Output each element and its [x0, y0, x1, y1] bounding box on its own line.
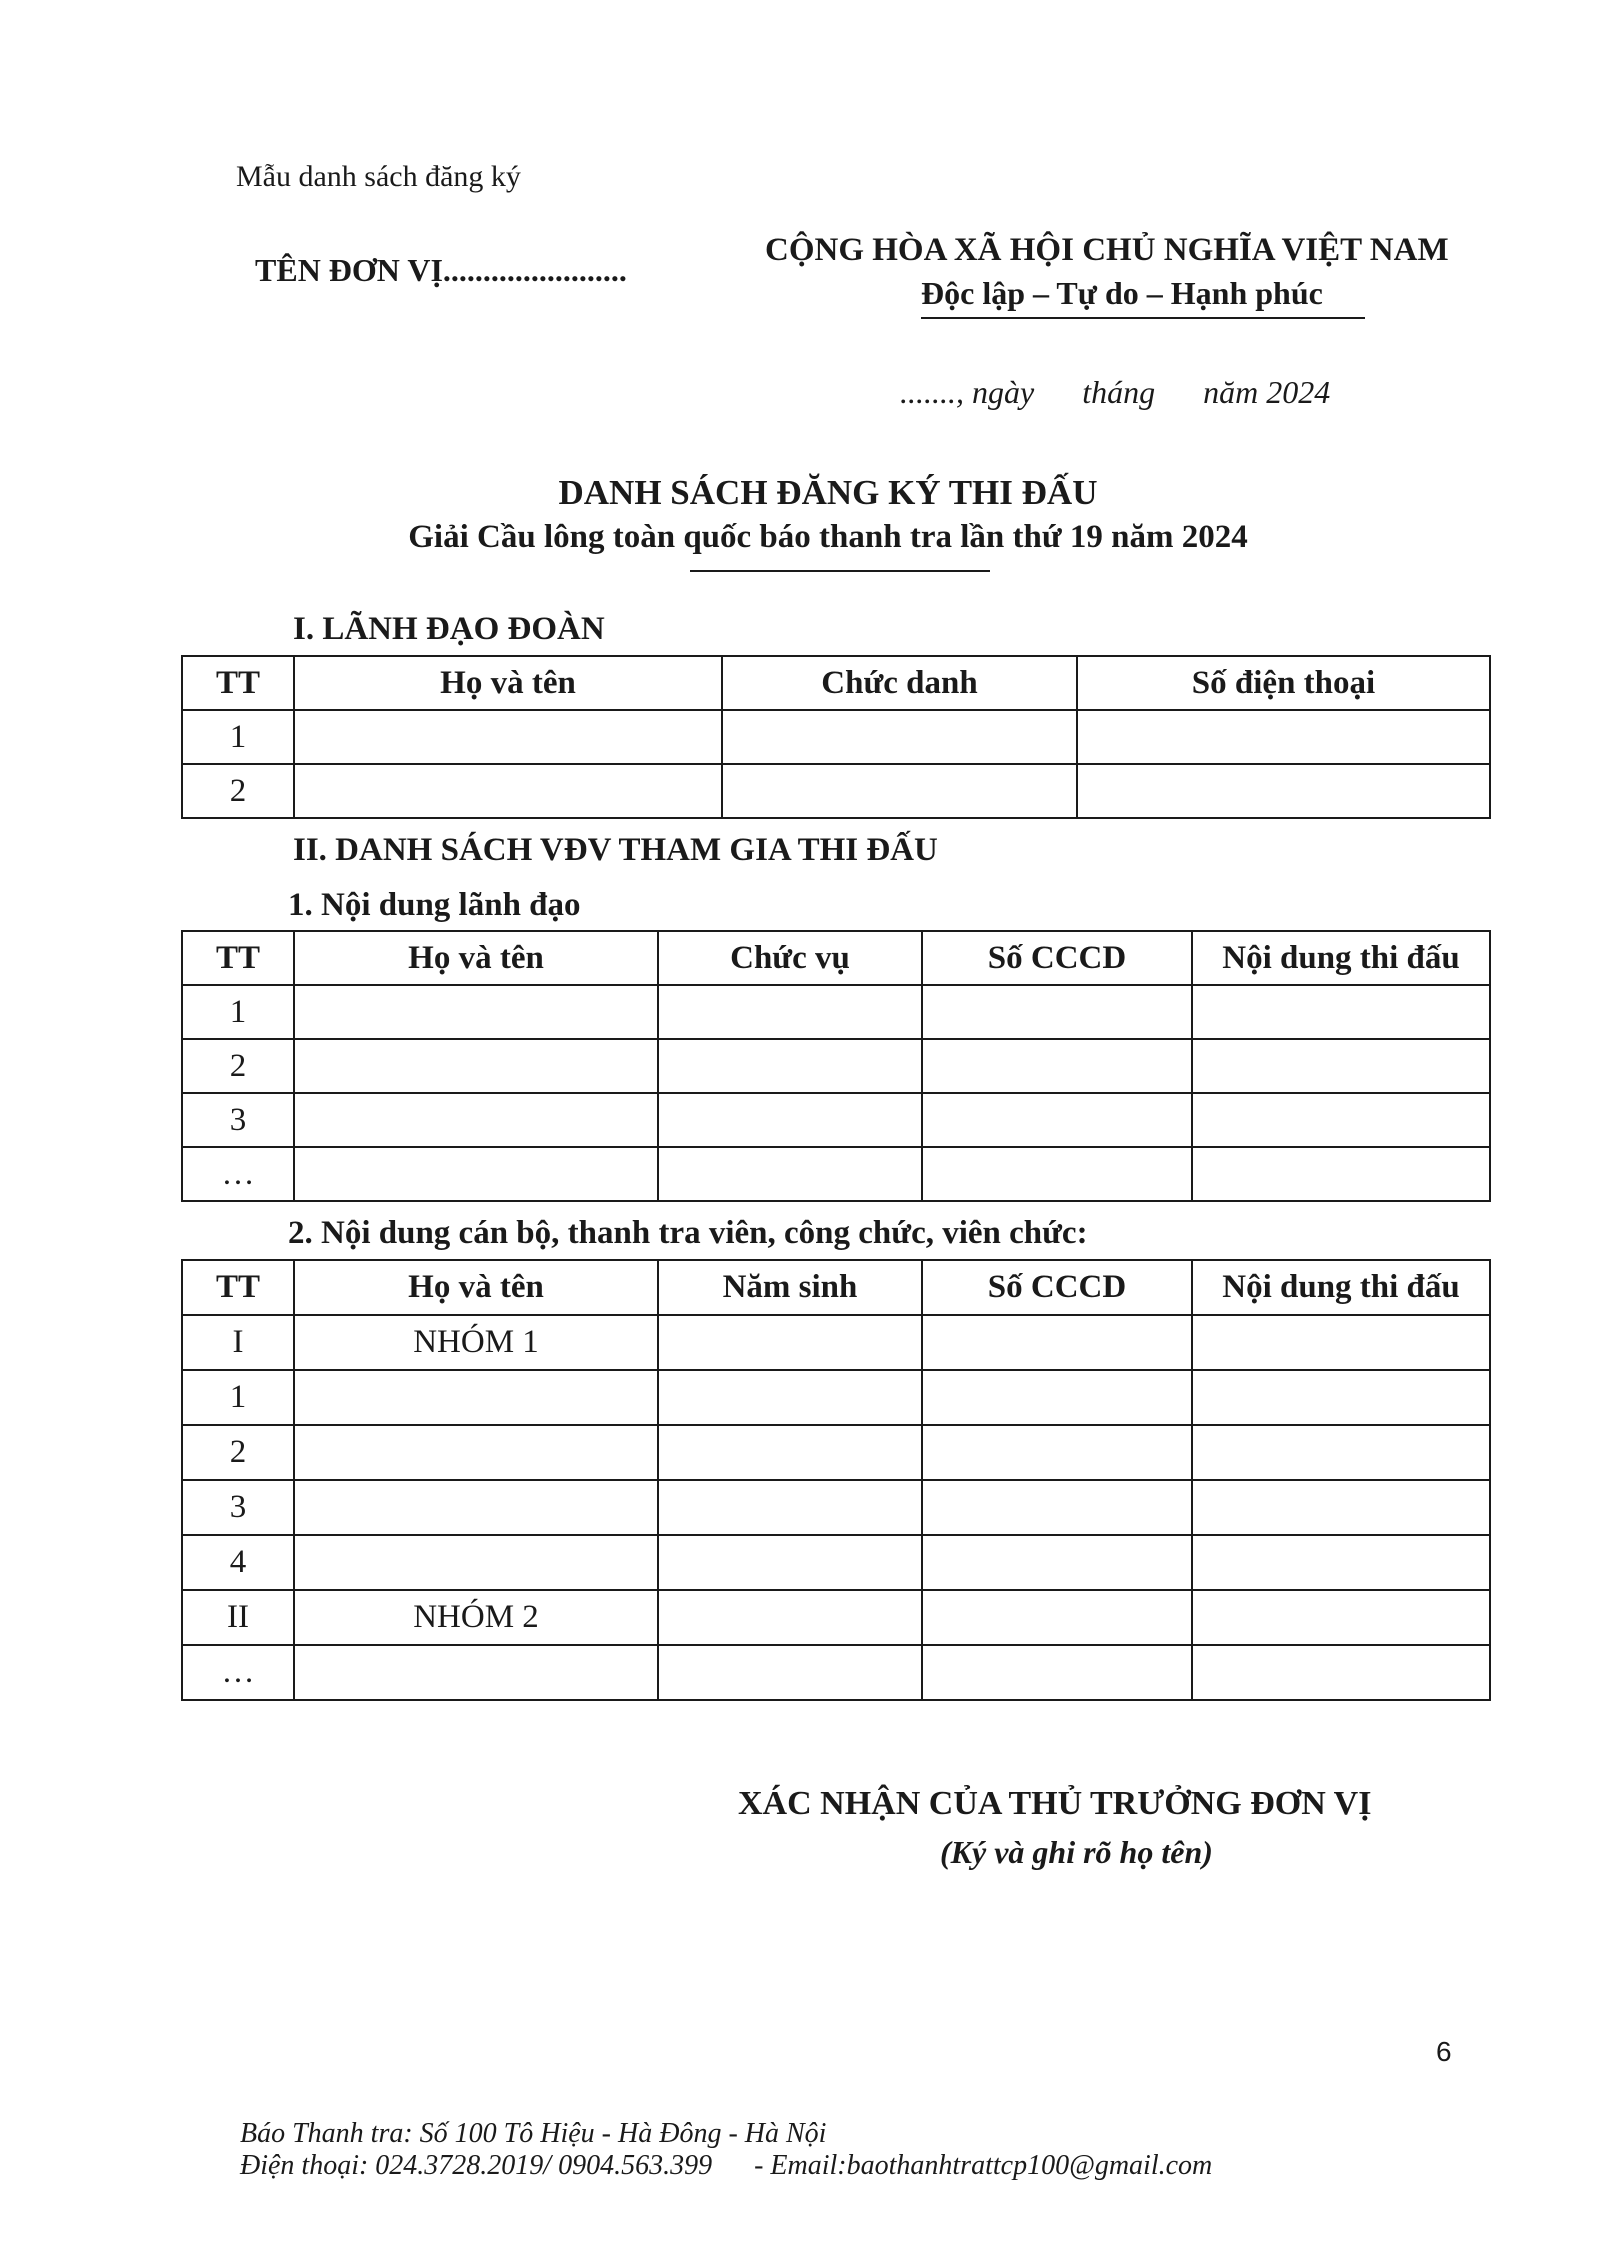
staff-event-column-header: TT: [182, 1260, 294, 1315]
table-cell: [658, 985, 922, 1039]
table-cell: [658, 1425, 922, 1480]
table-cell: 1: [182, 710, 294, 764]
table-cell: 2: [182, 1039, 294, 1093]
table-cell: …: [182, 1147, 294, 1201]
table-cell: [294, 1535, 658, 1590]
table-cell: [294, 1093, 658, 1147]
leadership-event-column-header: Chức vụ: [658, 931, 922, 985]
table-cell: [1077, 764, 1490, 818]
table-cell: [658, 1147, 922, 1201]
footer-address: Báo Thanh tra: Số 100 Tô Hiệu - Hà Đông - Hà Nội: [240, 2118, 827, 2149]
table-cell: [294, 1370, 658, 1425]
table-cell: [294, 1425, 658, 1480]
table-cell: [1192, 1425, 1490, 1480]
table-row: [182, 1535, 1490, 1590]
form-label: Mẫu danh sách đăng ký: [236, 160, 521, 193]
table-cell: NHÓM 1: [294, 1315, 658, 1370]
table-cell: [1077, 710, 1490, 764]
section-leaders-heading: I. LÃNH ĐẠO ĐOÀN: [293, 611, 605, 647]
staff-event-column-header: Họ và tên: [294, 1260, 658, 1315]
section-athletes-heading: II. DANH SÁCH VĐV THAM GIA THI ĐẤU: [293, 832, 938, 868]
leaders-column-header: Họ và tên: [294, 656, 722, 710]
table-cell: [922, 1590, 1192, 1645]
leadership-event-column-header: Số CCCD: [922, 931, 1192, 985]
table-row: [182, 710, 1490, 764]
table-cell: [1192, 1147, 1490, 1201]
table-row: [182, 764, 1490, 818]
date-line: ......., ngày tháng năm 2024: [900, 374, 1331, 410]
table-cell: [294, 1480, 658, 1535]
table-cell: [294, 1645, 658, 1700]
table-cell: II: [182, 1590, 294, 1645]
table-cell: 1: [182, 985, 294, 1039]
unit-name-field: TÊN ĐƠN VỊ.......................: [255, 252, 627, 288]
subsection-leadership-event-heading: 1. Nội dung lãnh đạo: [288, 887, 581, 923]
confirmation-title: XÁC NHẬN CỦA THỦ TRƯỞNG ĐƠN VỊ: [738, 1785, 1372, 1822]
table-cell: [294, 1147, 658, 1201]
staff-event-column-header: Năm sinh: [658, 1260, 922, 1315]
leaders-table: [181, 655, 1491, 819]
confirmation-note: (Ký và ghi rõ họ tên): [940, 1834, 1213, 1870]
table-cell: [658, 1093, 922, 1147]
leadership-event-column-header: Họ và tên: [294, 931, 658, 985]
table-cell: [1192, 1590, 1490, 1645]
leadership-event-table: [181, 930, 1491, 1202]
page-number: 6: [1436, 2036, 1452, 2067]
table-cell: [722, 764, 1077, 818]
staff-event-table: [181, 1259, 1491, 1701]
subtitle-underline: [690, 570, 990, 572]
table-cell: [1192, 1645, 1490, 1700]
table-cell: [722, 710, 1077, 764]
table-cell: [922, 1093, 1192, 1147]
footer-contact: Điện thoại: 024.3728.2019/ 0904.563.399 - Email:baothanhtrattcp100@gmail.com: [240, 2150, 1213, 2181]
table-cell: [294, 710, 722, 764]
table-cell: I: [182, 1315, 294, 1370]
table-cell: [1192, 1535, 1490, 1590]
table-row: [182, 1370, 1490, 1425]
table-cell: 3: [182, 1480, 294, 1535]
subsection-staff-event-heading: 2. Nội dung cán bộ, thanh tra viên, công chức, viên chức:: [288, 1215, 1088, 1251]
table-row: [182, 1039, 1490, 1093]
leadership-event-header-row: [182, 931, 1490, 985]
table-cell: [922, 1039, 1192, 1093]
table-row: [182, 1480, 1490, 1535]
table-cell: [658, 1480, 922, 1535]
table-cell: 2: [182, 1425, 294, 1480]
leadership-event-column-header: Nội dung thi đấu: [1192, 931, 1490, 985]
table-cell: 4: [182, 1535, 294, 1590]
table-row: [182, 1093, 1490, 1147]
table-cell: [658, 1590, 922, 1645]
table-cell: [658, 1645, 922, 1700]
table-row: [182, 1645, 1490, 1700]
table-cell: [922, 1315, 1192, 1370]
motto-underline: [921, 317, 1365, 319]
national-motto: Độc lập – Tự do – Hạnh phúc: [921, 275, 1323, 311]
table-cell: [294, 1039, 658, 1093]
table-row: [182, 1590, 1490, 1645]
table-row: [182, 985, 1490, 1039]
leaders-column-header: Số điện thoại: [1077, 656, 1490, 710]
table-cell: [922, 1425, 1192, 1480]
document-title: DANH SÁCH ĐĂNG KÝ THI ĐẤU: [558, 473, 1098, 512]
table-cell: [1192, 1093, 1490, 1147]
table-cell: [294, 764, 722, 818]
table-cell: 3: [182, 1093, 294, 1147]
table-cell: [922, 985, 1192, 1039]
table-cell: [658, 1039, 922, 1093]
table-row: [182, 1425, 1490, 1480]
table-cell: [922, 1480, 1192, 1535]
table-cell: [922, 1370, 1192, 1425]
table-cell: [1192, 1480, 1490, 1535]
table-cell: [658, 1315, 922, 1370]
leaders-column-header: Chức danh: [722, 656, 1077, 710]
table-cell: [1192, 1370, 1490, 1425]
table-cell: 2: [182, 764, 294, 818]
leadership-event-column-header: TT: [182, 931, 294, 985]
table-cell: …: [182, 1645, 294, 1700]
table-cell: [1192, 1039, 1490, 1093]
national-title: CỘNG HÒA XÃ HỘI CHỦ NGHĨA VIỆT NAM: [765, 232, 1449, 268]
table-cell: [658, 1535, 922, 1590]
table-cell: [922, 1535, 1192, 1590]
staff-event-header-row: [182, 1260, 1490, 1315]
staff-event-column-header: Nội dung thi đấu: [1192, 1260, 1490, 1315]
leaders-column-header: TT: [182, 656, 294, 710]
table-cell: [922, 1645, 1192, 1700]
document-subtitle: Giải Cầu lông toàn quốc báo thanh tra lần thứ 19 năm 2024: [408, 519, 1248, 555]
table-cell: [922, 1147, 1192, 1201]
leaders-header-row: [182, 656, 1490, 710]
table-row: [182, 1147, 1490, 1201]
table-cell: [1192, 985, 1490, 1039]
table-cell: NHÓM 2: [294, 1590, 658, 1645]
table-row: [182, 1315, 1490, 1370]
staff-event-column-header: Số CCCD: [922, 1260, 1192, 1315]
table-cell: [294, 985, 658, 1039]
table-cell: 1: [182, 1370, 294, 1425]
table-cell: [658, 1370, 922, 1425]
table-cell: [1192, 1315, 1490, 1370]
